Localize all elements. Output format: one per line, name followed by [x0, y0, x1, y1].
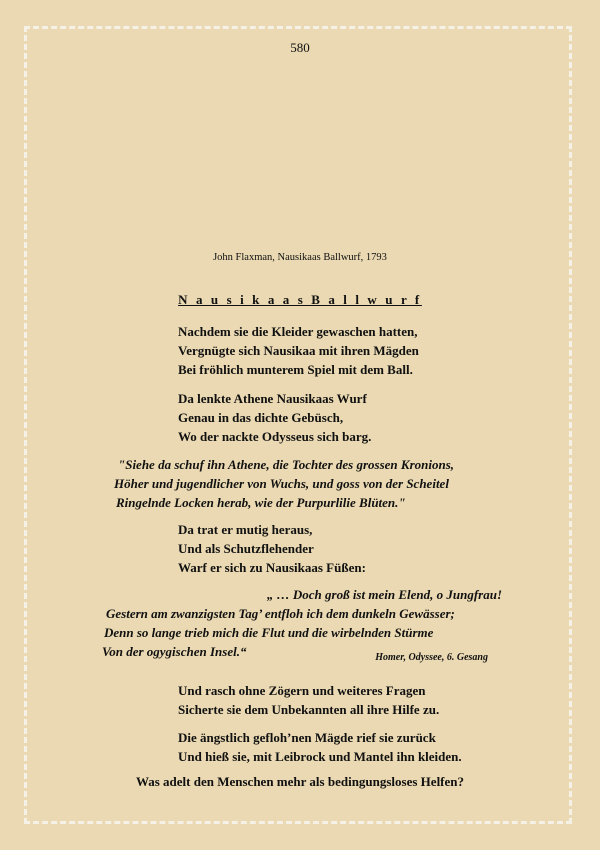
quote-line: Von der ogygischen Insel.“	[102, 644, 247, 659]
stanza-1	[178, 322, 419, 379]
verse-line: Die ängstlich gefloh’nen Mägde rief sie zurück	[178, 730, 436, 745]
quote-line: Denn so lange trieb mich die Flut und die wirbelnden Stürme	[104, 625, 434, 640]
verse-line: Genau in das dichte Gebüsch,	[178, 410, 344, 425]
quote-line: "Siehe da schuf ihn Athene, die Tochter des grossen Kronions,	[118, 457, 455, 472]
quote-source: Homer, Odyssee, 6. Gesang	[375, 652, 488, 663]
quote-line: Höher und jugendlicher von Wuchs, und goss von der Scheitel	[114, 476, 449, 491]
verse-line: Bei fröhlich munterem Spiel mit dem Ball.	[178, 362, 413, 377]
quote-line: Ringelnde Locken herab, wie der Purpurlilie Blüten."	[116, 495, 406, 510]
quote-1	[114, 455, 455, 512]
page-number: 580	[290, 40, 310, 55]
stanza-4	[178, 681, 439, 719]
quote-2	[102, 585, 502, 661]
quote-line: Gestern am zwanzigsten Tag’ entfloh ich dem dunkeln Gewässer;	[106, 606, 455, 621]
stanza-2	[178, 389, 371, 446]
verse-line: Und hieß sie, mit Leibrock und Mantel ihn kleiden.	[178, 749, 462, 764]
closing-question: Was adelt den Menschen mehr als bedingungsloses Helfen?	[135, 774, 465, 789]
stanza-3	[178, 520, 366, 577]
verse-line: Sicherte sie dem Unbekannten all ihre Hilfe zu.	[178, 702, 440, 717]
stanza-5	[178, 728, 462, 766]
verse-line: Da lenkte Athene Nausikaas Wurf	[178, 391, 367, 406]
verse-line: Nachdem sie die Kleider gewaschen hatten,	[178, 324, 418, 339]
verse-line: Vergnügte sich Nausikaa mit ihren Mägden	[178, 343, 419, 358]
verse-line: Wo der nackte Odysseus sich barg.	[178, 429, 372, 444]
quote-line: „ … Doch groß ist mein Elend, o Jungfrau!	[266, 587, 502, 602]
verse-line: Warf er sich zu Nausikaas Füßen:	[178, 560, 366, 575]
poem-title: N a u s i k a a s B a l l w u r f	[178, 292, 422, 307]
image-caption: John Flaxman, Nausikaas Ballwurf, 1793	[213, 252, 387, 263]
verse-line: Und als Schutzflehender	[178, 541, 314, 556]
verse-line: Da trat er mutig heraus,	[178, 522, 313, 537]
verse-line: Und rasch ohne Zögern und weiteres Fragen	[178, 683, 426, 698]
